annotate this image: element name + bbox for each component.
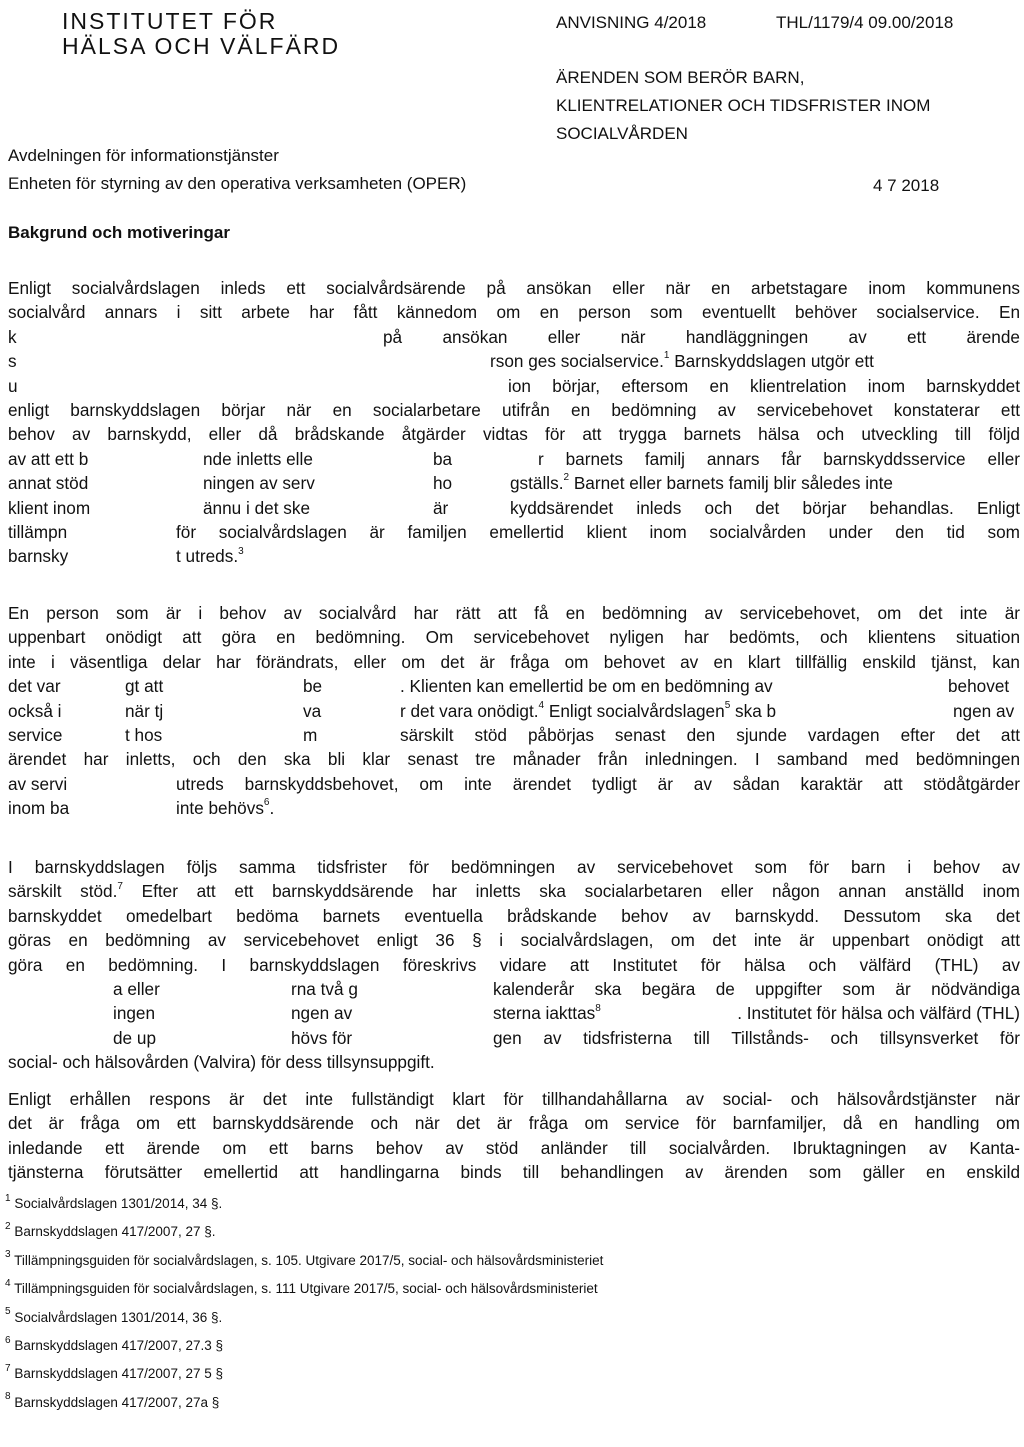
paragraph-line: uppenbart onödigt att göra en bedömning. Om servicebehovet nyligen har bedömts, och klientens situation: [8, 627, 1020, 648]
paragraph-line: enligt barnskyddslagen börjar när en socialarbetare utifrån en bedömning av servicebehovet konstaterar ett: [8, 399, 1020, 420]
text-fragment: . Klienten kan emellertid be om en bedömning av: [400, 676, 773, 697]
text-fragment: r barnets familj annars får barnskyddsservice eller: [538, 448, 1020, 469]
footnote-number: 8: [5, 1391, 11, 1403]
text-fragment: inte behövs: [176, 798, 264, 819]
text-fragment: inom ba: [8, 798, 70, 819]
footnote-text: Barnskyddslagen 417/2007, 27a §: [14, 1394, 220, 1410]
document-date: 4 7 2018: [873, 176, 940, 195]
footnote-text: Tillämpningsguiden för socialvårdslagen, s. 111 Utgivare 2017/5, social- och hälsovårdsministeriet: [14, 1281, 598, 1297]
text-fragment: behovet: [948, 676, 1010, 697]
text-fragment: gställs.: [510, 473, 564, 494]
text-fragment: hövs för: [291, 1027, 353, 1048]
footnote: [5, 1332, 603, 1360]
paragraph-line: inledande ett ärende om ett barns behov av stöd anländer till socialvården. Ibruktagningen av Kanta-: [8, 1137, 1020, 1158]
paragraph-line: [8, 496, 1020, 520]
footnote-ref: 7: [117, 880, 123, 892]
text-fragment: ningen av serv: [203, 473, 315, 494]
footnote-text: Barnskyddslagen 417/2007, 27 5 §: [14, 1366, 223, 1382]
paragraph-line: [8, 772, 1020, 796]
text-fragment: rna två g: [291, 978, 358, 999]
paragraph-line: [8, 520, 1020, 544]
footnote-text: Barnskyddslagen 417/2007, 27 §.: [14, 1224, 216, 1240]
text-fragment: [176, 796, 274, 820]
paragraph-line: det är fråga om ett barnskyddsärende och när det är fråga om service för barnfamiljer, då en handling om: [8, 1113, 1020, 1134]
footnote-ref: 6: [263, 797, 270, 809]
footnote: [5, 1190, 603, 1218]
text-fragment: sterna iakttas: [493, 1003, 596, 1024]
text-fragment: det var: [8, 676, 61, 697]
text-fragment: särskilt stöd.: [8, 881, 118, 902]
footnote: [5, 1360, 603, 1388]
footnote-number: 1: [5, 1192, 11, 1204]
paragraph-line: En person som är i behov av socialvård har rätt att få en bedömning av servicebehovet, om det inte är: [8, 603, 1020, 623]
text-fragment: ho: [433, 473, 453, 494]
paragraph-line: barnskyddet omedelbart bedöma barnets eventuella brådskande behov av barnskydd. Dessutom ska det: [8, 905, 1020, 926]
paragraph-line: Enligt erhållen respons är det inte fullständigt klart för tillhandahållarna av social- och hälsovårdstjänster när: [8, 1089, 1020, 1109]
text-fragment: av servi: [8, 773, 68, 794]
text-fragment: gen av tidsfristerna till Tillstånds- och tillsynsverket för: [493, 1027, 1020, 1048]
footnote-ref: 2: [563, 472, 570, 484]
footnote: [5, 1389, 603, 1417]
text-run: [490, 349, 1020, 373]
institute-name-line1: INSTITUTET FÖR: [62, 8, 278, 34]
text-fragment: annat stöd: [8, 473, 89, 494]
text-run: [493, 1001, 1020, 1025]
text-fragment: kalenderår ska begära de uppgifter som är nödvändiga: [493, 978, 1020, 999]
footnote-ref: 1: [663, 350, 670, 362]
text-fragment: när tj: [125, 700, 164, 721]
paragraph-2: [8, 601, 1020, 821]
paragraph-line: behov av barnskydd, eller då brådskande åtgärder vidtas för att trygga barnets hälsa och utveckling till följd: [8, 424, 1020, 445]
paragraph-line: tjänsterna förutsätter emellertid att handlingarna binds till behandlingen av ärenden som gäller en enskild: [8, 1162, 1020, 1183]
text-fragment: barnsky: [8, 546, 69, 567]
text-fragment: är: [433, 497, 449, 518]
paragraph-line: [8, 1001, 1020, 1025]
footnote-number: 4: [5, 1277, 11, 1289]
paragraph-line: göras en bedömning av servicebehovet enligt 36 § i socialvårdslagen, om det inte är uppenbart onödigt att: [8, 930, 1020, 951]
paragraph-1: [8, 276, 1020, 569]
text-fragment: tillämpn: [8, 521, 68, 542]
footnote-number: 3: [5, 1249, 11, 1261]
text-fragment: . Institutet för hälsa och välfärd (THL): [737, 1003, 1020, 1024]
text-fragment: Barnskyddslagen utgör ett: [669, 351, 874, 372]
text-fragment: rson ges socialservice.: [490, 351, 664, 372]
text-fragment: för socialvårdslagen är familjen emellertid klient inom socialvården under den tid som: [176, 521, 1020, 542]
text-fragment: ngen av: [953, 700, 1015, 721]
text-fragment: ion börjar, eftersom en klientrelation inom barnskyddet: [508, 375, 1020, 396]
paragraph-line: socialvård annars i sitt arbete har fått kännedom om en person som eventuellt behöver socialservice. En: [8, 302, 1020, 323]
paragraph-line: [8, 544, 1020, 568]
text-fragment: u: [8, 375, 18, 396]
paragraph-line: social- och hälsovården (Valvira) för dess tillsynsuppgift.: [8, 1052, 435, 1073]
footnote-text: Socialvårdslagen 1301/2014, 34 §.: [14, 1196, 223, 1211]
section-heading: Bakgrund och motiveringar: [8, 223, 230, 242]
footnote-text: Tillämpningsguiden för socialvårdslagen, s. 105. Utgivare 2017/5, social- och hälsovårdsministeriet: [14, 1252, 604, 1268]
paragraph-line: [8, 349, 1020, 373]
text-fragment: ba: [433, 448, 453, 469]
paragraph-line: [8, 879, 1020, 903]
subject-line1: ÄRENDEN SOM BERÖR BARN,: [556, 68, 805, 87]
text-fragment: k: [8, 326, 17, 347]
paragraph-line: ärendet har inletts, och den ska bli klar senast tre månader från inledningen. I samband med bedömningen: [8, 749, 1020, 770]
paragraph-line: [8, 723, 1020, 747]
footnote-number: 7: [5, 1362, 11, 1374]
paragraph-line: [8, 674, 1020, 698]
paragraph-line: I barnskyddslagen följs samma tidsfrister för bedömningen av servicebehovet som för barn i behov av: [8, 857, 1020, 877]
footnote: [5, 1218, 603, 1246]
paragraph-line: göra en bedömning. I barnskyddslagen föreskrivs vidare att Institutet för hälsa och välfärd (THL) av: [8, 954, 1020, 975]
footnote-text: Barnskyddslagen 417/2007, 27.3 §: [14, 1338, 223, 1354]
department-name: Avdelningen för informationstjänster: [8, 146, 279, 165]
text-fragment: service: [8, 724, 63, 745]
paragraph-line: [8, 447, 1020, 471]
text-fragment: be: [303, 676, 323, 697]
paragraph-line: [8, 796, 1020, 820]
footnote-ref: 4: [538, 699, 545, 711]
text-fragment: m: [303, 724, 318, 745]
text-fragment: a eller: [113, 978, 160, 999]
paragraph-line: [8, 977, 1020, 1001]
footnote: [5, 1275, 603, 1303]
paragraph-line: [8, 1026, 1020, 1050]
text-fragment: klient inom: [8, 497, 91, 518]
paragraph-line: Enligt socialvårdslagen inleds ett socialvårdsärende på ansökan eller när en arbetstagare inom kommunens: [8, 278, 1020, 298]
text-fragment: t hos: [125, 724, 163, 745]
text-fragment: r det vara onödigt.: [400, 700, 539, 721]
institute-name-line2: HÄLSA OCH VÄLFÄRD: [62, 33, 341, 59]
text-fragment: Efter att ett barnskyddsärende har inletts ska socialarbetaren eller någon annan anställd inom: [122, 881, 1020, 902]
text-fragment: s: [8, 351, 17, 372]
text-fragment: på ansökan eller när handläggningen av ett ärende: [383, 326, 1020, 347]
document-reference: THL/1179/4 09.00/2018: [776, 13, 954, 32]
text-fragment: ännu i det ske: [203, 497, 311, 518]
subject-line3: SOCIALVÅRDEN: [556, 124, 688, 143]
footnote-ref: 3: [238, 545, 244, 557]
footnote: [5, 1247, 603, 1275]
unit-name: Enheten för styrning av den operativa verksamheten (OPER): [8, 174, 467, 193]
text-fragment: av att ett b: [8, 448, 89, 469]
text-fragment: t utreds.: [176, 546, 239, 567]
text-fragment: va: [303, 700, 322, 721]
text-fragment: nde inletts elle: [203, 448, 313, 469]
text-fragment: kyddsärendet inleds och det börjar behandlas. Enligt: [510, 497, 1020, 518]
text-fragment: ingen: [113, 1003, 156, 1024]
text-fragment: också i: [8, 700, 62, 721]
paragraph-line: [8, 699, 1020, 723]
text-fragment: [176, 544, 244, 568]
footnote-number: 2: [5, 1220, 11, 1232]
text-fragment: [400, 699, 776, 723]
document-type: ANVISNING 4/2018: [556, 13, 707, 32]
paragraph-4: [8, 1087, 1020, 1185]
footnote-ref: 8: [595, 1002, 601, 1014]
footnote: [5, 1304, 603, 1332]
footnote-text: Socialvårdslagen 1301/2014, 36 §.: [14, 1309, 223, 1325]
text-fragment: utreds barnskyddsbehovet, om inte ärendet tydligt är av sådan karaktär att stödåtgärder: [176, 773, 1020, 794]
footnote-ref: 5: [724, 699, 731, 711]
text-fragment: Enligt socialvårdslagen: [544, 700, 725, 721]
footnote-number: 6: [5, 1334, 11, 1346]
text-fragment: ngen av: [291, 1003, 353, 1024]
text-fragment: ska b: [730, 700, 777, 721]
text-fragment: de up: [113, 1027, 157, 1048]
subject-line2: KLIENTRELATIONER OCH TIDSFRISTER INOM: [556, 96, 931, 115]
paragraph-3: [8, 855, 1020, 1075]
paragraph-line: [8, 374, 1020, 398]
paragraph-line: [8, 471, 1020, 495]
text-fragment: .: [269, 798, 275, 819]
footnotes: [5, 1190, 603, 1417]
text-fragment: Barnet eller barnets familj blir således inte: [569, 473, 893, 494]
text-fragment: [510, 471, 893, 495]
paragraph-line: inte i väsentliga delar har förändrats, eller om det är fråga om behovet av en klart tillfällig enskild tjänst, kan: [8, 651, 1020, 672]
paragraph-line: [8, 325, 1020, 349]
footnote-number: 5: [5, 1306, 11, 1318]
text-fragment: särskilt stöd påbörjas senast den sjunde vardagen efter det att: [400, 724, 1020, 745]
text-fragment: gt att: [125, 676, 164, 697]
